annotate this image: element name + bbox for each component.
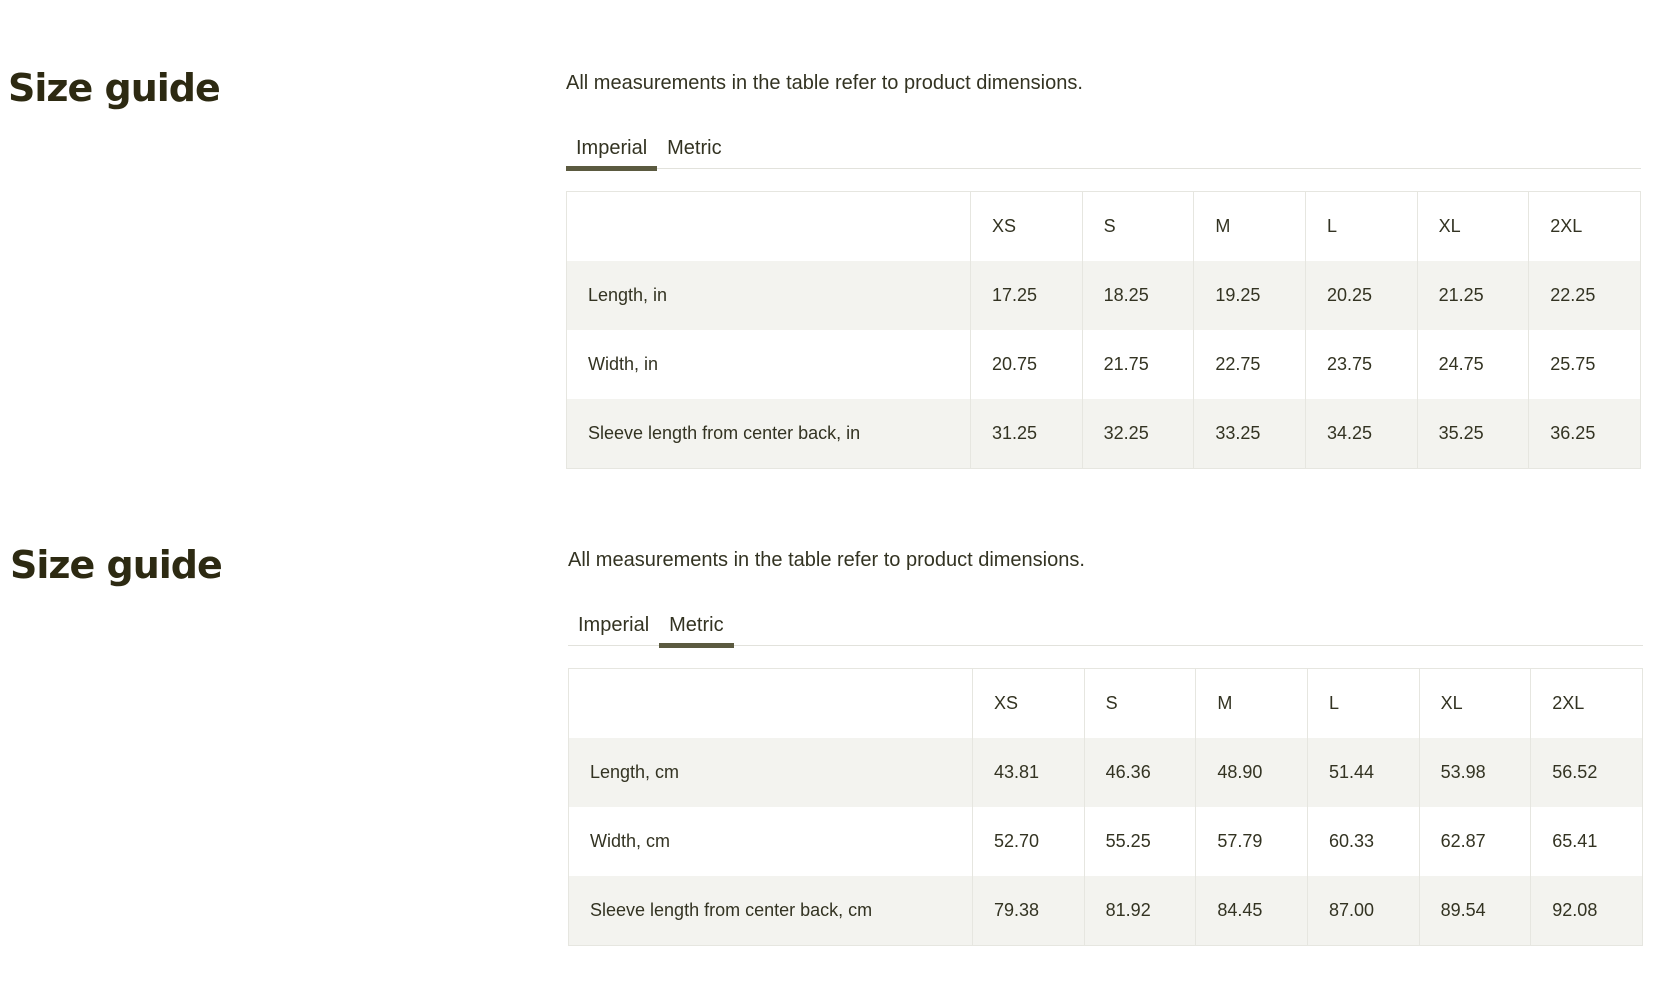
table-header-row xyxy=(569,669,1643,739)
row-label: Sleeve length from center back, in xyxy=(567,399,971,469)
table-cell: 20.75 xyxy=(971,330,1083,399)
measurement-note: All measurements in the table refer to product dimensions. xyxy=(568,549,1085,571)
table-cell: 79.38 xyxy=(973,876,1085,946)
tab-imperial[interactable]: Imperial xyxy=(568,607,659,648)
table-cell: 62.87 xyxy=(1419,807,1531,876)
table-cell: 31.25 xyxy=(971,399,1083,469)
table-cell: 53.98 xyxy=(1419,738,1531,807)
table-cell: 22.75 xyxy=(1194,330,1306,399)
table-cell: 52.70 xyxy=(973,807,1085,876)
table-cell: 89.54 xyxy=(1419,876,1531,946)
table-cell: 17.25 xyxy=(971,261,1083,330)
tab-imperial[interactable]: Imperial xyxy=(566,130,657,171)
unit-tabs xyxy=(568,607,1643,646)
row-label: Width, cm xyxy=(590,831,671,851)
table-cell: 65.41 xyxy=(1531,807,1643,876)
table-row xyxy=(569,738,1643,807)
table-cell: 23.75 xyxy=(1305,330,1417,399)
tab-metric[interactable]: Metric xyxy=(657,130,731,171)
table-cell: 20.25 xyxy=(1305,261,1417,330)
table-cell: 81.92 xyxy=(1084,876,1196,946)
table-cell: 25.75 xyxy=(1529,330,1641,399)
size-header-s: S xyxy=(1084,669,1196,739)
header-empty-cell xyxy=(567,192,971,262)
row-label: Length, in xyxy=(567,261,971,330)
table-cell: 22.25 xyxy=(1529,261,1641,330)
size-header-xl: XL xyxy=(1417,192,1529,262)
row-label: Length, cm xyxy=(569,738,973,807)
table-cell: 92.08 xyxy=(1531,876,1643,946)
table-cell: 43.81 xyxy=(973,738,1085,807)
table-cell: 24.75 xyxy=(1417,330,1529,399)
table-row xyxy=(567,330,1641,399)
table-cell: 32.25 xyxy=(1082,399,1194,469)
table-header-row xyxy=(567,192,1641,262)
size-header-s: S xyxy=(1082,192,1194,262)
unit-tabs xyxy=(566,130,1641,169)
table-cell: 87.00 xyxy=(1307,876,1419,946)
size-guide-panel xyxy=(568,547,1643,946)
table-cell: 84.45 xyxy=(1196,876,1308,946)
table-cell: 36.25 xyxy=(1529,399,1641,469)
size-table xyxy=(566,191,1641,469)
measurement-note: All measurements in the table refer to product dimensions. xyxy=(566,72,1083,94)
table-cell: 46.36 xyxy=(1084,738,1196,807)
size-header-2xl: 2XL xyxy=(1529,192,1641,262)
table-cell: 48.90 xyxy=(1196,738,1308,807)
size-header-xl: XL xyxy=(1419,669,1531,739)
size-header-xs: XS xyxy=(973,669,1085,739)
table-row xyxy=(567,261,1641,330)
size-header-xs: XS xyxy=(971,192,1083,262)
guide-title: Size guide xyxy=(10,543,222,587)
row-label: Width, in xyxy=(588,354,659,374)
size-header-2xl: 2XL xyxy=(1531,669,1643,739)
table-row xyxy=(569,807,1643,876)
size-guide-panel xyxy=(566,70,1641,469)
table-cell: 55.25 xyxy=(1084,807,1196,876)
table-cell: 34.25 xyxy=(1305,399,1417,469)
table-cell: 56.52 xyxy=(1531,738,1643,807)
table-row xyxy=(567,399,1641,469)
guide-title: Size guide xyxy=(8,66,220,110)
table-cell: 35.25 xyxy=(1417,399,1529,469)
table-cell: 57.79 xyxy=(1196,807,1308,876)
header-empty-cell xyxy=(569,669,973,739)
size-table xyxy=(568,668,1643,946)
row-label: Sleeve length from center back, cm xyxy=(569,876,973,946)
size-header-l: L xyxy=(1305,192,1417,262)
table-row xyxy=(569,876,1643,946)
table-cell: 21.75 xyxy=(1082,330,1194,399)
table-cell: 19.25 xyxy=(1194,261,1306,330)
table-cell: 18.25 xyxy=(1082,261,1194,330)
table-cell: 21.25 xyxy=(1417,261,1529,330)
tab-metric[interactable]: Metric xyxy=(659,607,733,648)
size-header-m: M xyxy=(1196,669,1308,739)
table-cell: 51.44 xyxy=(1307,738,1419,807)
table-cell: 33.25 xyxy=(1194,399,1306,469)
table-cell: 60.33 xyxy=(1307,807,1419,876)
size-header-m: M xyxy=(1194,192,1306,262)
size-header-l: L xyxy=(1307,669,1419,739)
